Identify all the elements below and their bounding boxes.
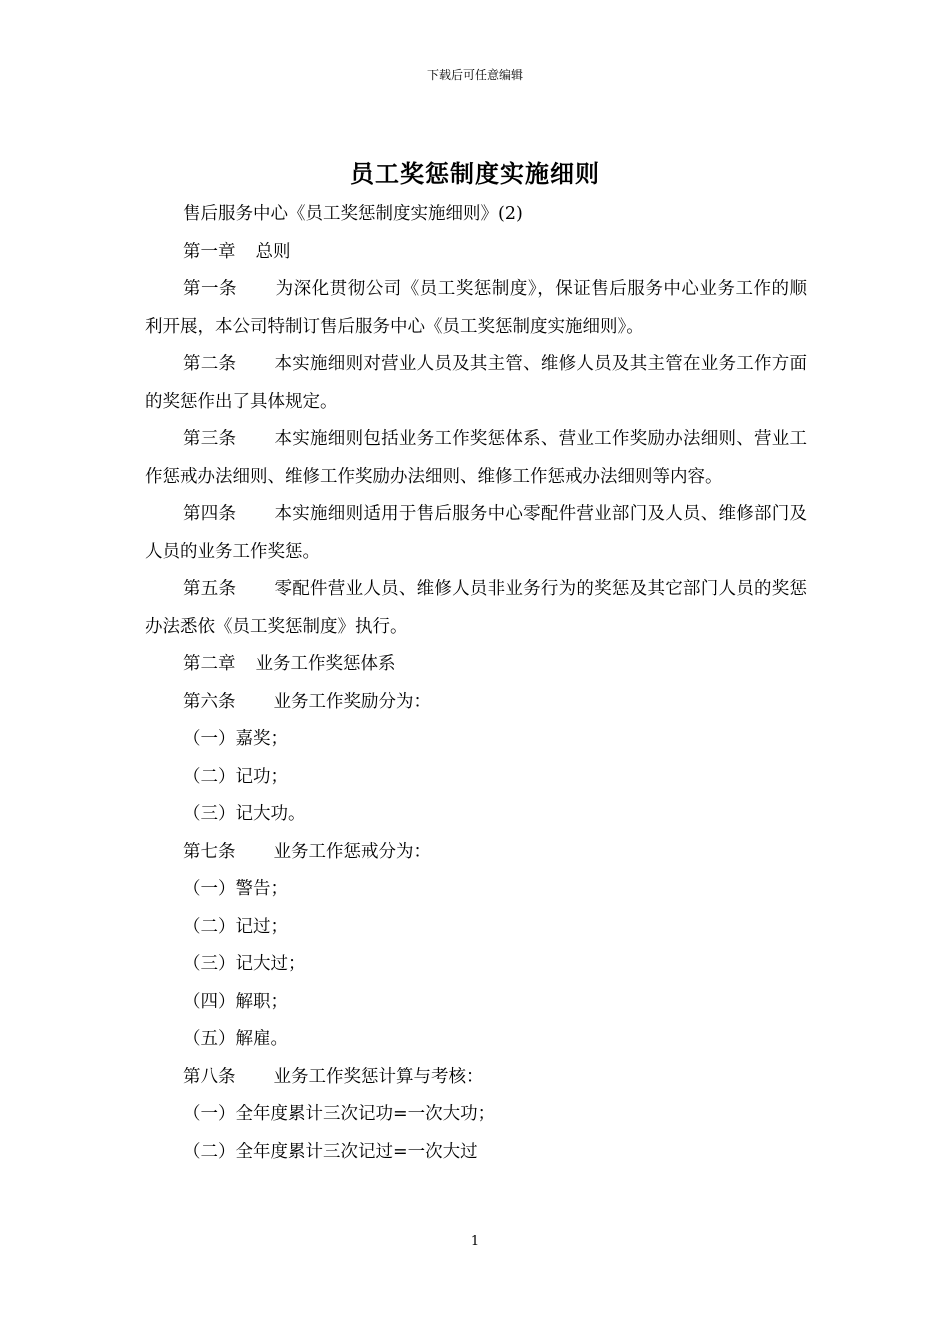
paragraph [145,984,807,1022]
paragraph [145,909,807,947]
paragraph-text: （二）全年度累计三次记过=一次大过 [183,1141,478,1162]
paragraph [145,646,807,684]
paragraph-text: 本实施细则适用于售后服务中心零配件营业部门及人员、维修部门及人员的业务工作奖惩。 [145,504,808,562]
paragraph [145,1059,807,1097]
article-heading: 第一条 [183,279,238,299]
paragraph [145,721,807,759]
paragraph-text: 为深化贯彻公司《员工奖惩制度》，保证售后服务中心业务工作的顺利开展，本公司特制订售后服务中心《员工奖惩制度实施细则》。 [145,279,808,337]
page-header: 下载后可任意编辑 [426,68,523,82]
article-heading: 第一章 [183,241,236,262]
article-heading: 第二章 [183,654,236,674]
paragraph [145,759,807,797]
paragraph [145,796,807,834]
paragraph-text: （三）记大过； [183,954,306,974]
paragraph-text: （一）警告； [183,879,288,899]
article-heading: 第三条 [183,429,237,449]
paragraph [145,421,807,496]
paragraph-text: （一）全年度累计三次记功=一次大功； [183,1104,496,1124]
paragraph [145,1134,807,1172]
paragraph-text: （二）记过； [183,916,288,937]
paragraph-text: 售后服务中心《员工奖惩制度实施细则》(2) [183,204,523,224]
paragraph [145,346,807,421]
paragraph-text: 总则 [255,241,291,262]
paragraph [145,234,807,272]
paragraph-text: （一）嘉奖； [183,729,288,749]
article-heading: 第六条 [183,691,236,712]
paragraph-text: （二）记功； [183,766,288,787]
paragraph [145,571,807,646]
paragraph [145,684,807,722]
article-heading: 第二条 [183,354,237,374]
article-heading: 第五条 [183,579,237,599]
paragraph [145,271,807,346]
article-heading: 第七条 [183,841,236,862]
paragraph-text: （五）解雇。 [183,1029,288,1049]
paragraph [145,1096,807,1134]
paragraph-text: 本实施细则包括业务工作奖惩体系、营业工作奖励办法细则、营业工作惩戒办法细则、维修工作奖励办法细则、维修工作惩戒办法细则等内容。 [145,429,808,487]
paragraph-text: （四）解职； [183,991,288,1012]
page-number: 1 [470,1234,480,1249]
paragraph-text: 零配件营业人员、维修人员非业务行为的奖惩及其它部门人员的奖惩办法悉依《员工奖惩制度》执行。 [145,579,808,637]
paragraph [145,496,807,571]
article-heading: 第四条 [183,504,237,524]
document-body [145,196,807,1171]
paragraph-text: 业务工作奖惩计算与考核： [273,1066,484,1087]
paragraph [145,196,807,234]
paragraph-text: 业务工作奖惩体系 [255,654,396,674]
paragraph-text: 业务工作惩戒分为： [273,841,431,862]
paragraph-text: （三）记大功。 [183,804,306,824]
paragraph [145,1021,807,1059]
paragraph [145,871,807,909]
article-heading: 第八条 [183,1066,236,1087]
paragraph [145,834,807,872]
paragraph [145,946,807,984]
paragraph-text: 本实施细则对营业人员及其主管、维修人员及其主管在业务工作方面的奖惩作出了具体规定。 [145,354,808,412]
document-title: 员工奖惩制度实施细则 [350,159,600,188]
paragraph-text: 业务工作奖励分为： [273,691,431,712]
